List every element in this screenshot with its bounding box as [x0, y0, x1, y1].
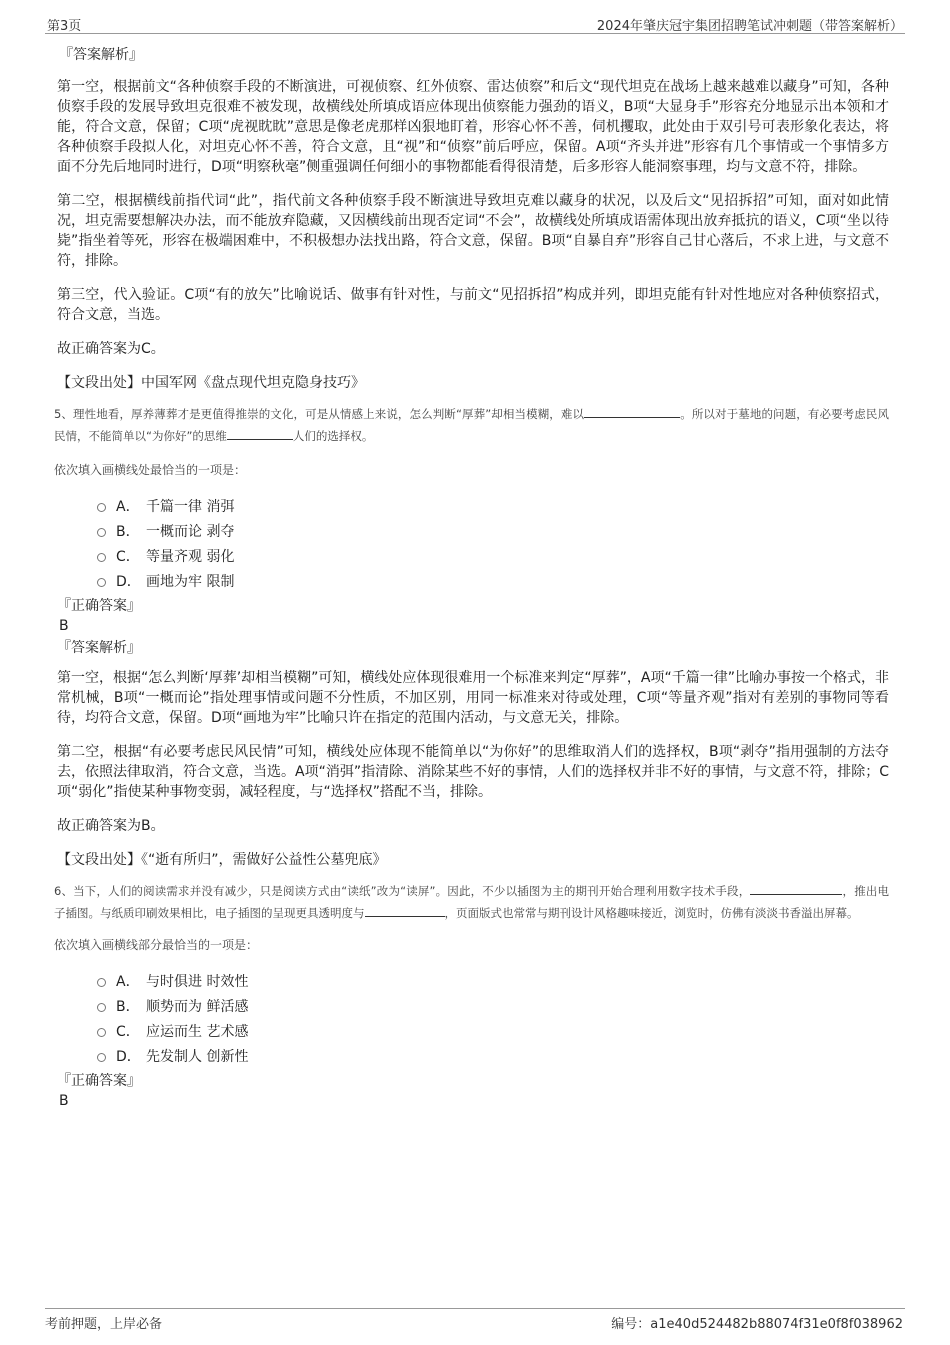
document-title: 2024年肇庆冠宇集团招聘笔试冲刺题（带答案解析）	[596, 19, 903, 34]
analysis-paragraph: 第一空，根据“怎么判断‘厚葬’却相当模糊”可知，横线处应体现很难用一个标准来判定“厚葬”，A项“千篇一律”比喻办事按一个格式，非常机械，B项“一概而论”指处理事情或问题不分性质，不加区别，用同一标准来对待或处理，C项“等量齐观”指对有差别的事物同等看待，均符合文意，保留。D项“画地为牢”比喻只许在指定的范围内活动，与文意无关，排除。	[57, 670, 889, 726]
answer-blank	[227, 427, 293, 440]
footer-rule	[45, 1308, 905, 1309]
radio-icon[interactable]	[97, 1028, 106, 1037]
option-b[interactable]: B． 一概而论 剥夺	[97, 518, 889, 543]
radio-icon[interactable]	[97, 528, 106, 537]
radio-icon[interactable]	[97, 1003, 106, 1012]
question-number: 5、	[54, 407, 74, 421]
options-list	[97, 493, 889, 593]
radio-icon[interactable]	[97, 553, 106, 562]
analysis-label: 『答案解析』	[57, 640, 141, 656]
radio-icon[interactable]	[97, 503, 106, 512]
options-list	[97, 968, 889, 1068]
analysis-paragraph: 第二空，根据“有必要考虑民风民情”可知，横线处应体现不能简单以“为你好”的思维取消人们的选择权，B项“剥夺”指用强制的方法夺去，依照法律取消，符合文意，当选。A项“消弭”指清除、消除某些不好的事情，人们的选择权并非不好的事情，与文意不符，排除；C项“弱化”指使某种事物变弱，减轻程度，与“选择权”搭配不当，排除。	[57, 744, 889, 800]
answer-blank	[365, 904, 445, 917]
correct-answer: B	[59, 618, 69, 634]
analysis-paragraph: 第一空，根据前文“各种侦察手段的不断演进，可视侦察、红外侦察、雷达侦察”和后文“现代坦克在战场上越来越难以藏身”可知，各种侦察手段的发展导致坦克很难不被发现，故横线处所填成语应体现出侦察能力强劲的语义，B项“大显身手”形容充分地显示出本领和才能，符合文意，保留；C项“虎视眈眈”意思是像老虎那样凶狠地盯着，形容心怀不善，伺机攫取，此处由于双引号可表形象化表达，将各种侦察手段拟人化，对坦克心怀不善，符合文意，且“视”和“侦察”前后呼应，保留。A项“齐头并进”形容有几个事情或一个事情多方面不分先后地同时进行，D项“明察秋毫”侧重强调任何细小的事物都能看得很清楚，后多形容人能洞察事理，均与文意不符，排除。	[57, 79, 889, 175]
page-header	[0, 0, 950, 34]
analysis-paragraph: 第二空，根据横线前指代词“此”，指代前文各种侦察手段不断演进导致坦克难以藏身的状况，以及后文“见招拆招”可知，面对如此情况，坦克需要想解决办法，而不能放弃隐藏，又因横线前出现否定词“不会”，故横线处所填成语需体现出放弃抵抗的语义，C项“坐以待毙”指坐着等死，形容在极端困难中，不积极想办法找出路，符合文意，保留。B项“自暴自弃”形容自己甘心落后，不求上进，与文意不符，排除。	[57, 193, 889, 269]
correct-answer-label: 『正确答案』	[57, 598, 141, 614]
radio-icon[interactable]	[97, 978, 106, 987]
question-prompt: 依次填入画横线处最恰当的一项是：	[54, 463, 247, 477]
source-citation: 【文段出处】《“逝有所归”，需做好公益性公墓兜底》	[57, 852, 387, 868]
answer-blank	[584, 405, 680, 418]
header-rule	[45, 33, 905, 34]
document-id: 编号：a1e40d524482b88074f31e0f8f038962	[611, 1317, 903, 1332]
page-content	[54, 44, 890, 1110]
question-5-text: 5、理性地看，厚养薄葬才是更值得推崇的文化，可是从情感上来说，怎么判断“厚葬”却相当模糊，难以 。所以对于墓地的问题，有必要考虑民风民情，不能简单以“为你好”的思维 人们的选择权。	[54, 407, 889, 443]
correct-answer-label: 『正确答案』	[57, 1073, 141, 1089]
source-citation: 【文段出处】中国军网《盘点现代坦克隐身技巧》	[57, 375, 365, 391]
question-number: 6、	[54, 884, 74, 898]
radio-icon[interactable]	[97, 578, 106, 587]
correct-answer-statement: 故正确答案为B。	[57, 818, 165, 834]
option-c[interactable]: C． 应运而生 艺术感	[97, 1018, 889, 1043]
option-a[interactable]: A． 与时俱进 时效性	[97, 968, 889, 993]
option-c[interactable]: C． 等量齐观 弱化	[97, 543, 889, 568]
analysis-paragraph: 第三空，代入验证。C项“有的放矢”比喻说话、做事有针对性，与前文“见招拆招”构成并列，即坦克能有针对性地应对各种侦察招式，符合文意，当选。	[57, 287, 889, 323]
answer-blank	[750, 882, 842, 895]
question-6-text: 6、当下，人们的阅读需求并没有减少，只是阅读方式由“读纸”改为“读屏”。因此，不少以插图为主的期刊开始合理利用数字技术手段， ，推出电子插图。与纸质印刷效果相比，电子插图的呈现更具透明度与 ，页面版式也常常与期刊设计风格趣味接近，浏览时，仿佛有淡淡书香溢出屏幕。	[54, 884, 890, 920]
radio-icon[interactable]	[97, 1053, 106, 1062]
option-d[interactable]: D． 先发制人 创新性	[97, 1043, 889, 1068]
page-footer	[0, 1300, 950, 1345]
question-prompt: 依次填入画横线部分最恰当的一项是：	[54, 938, 259, 952]
option-a[interactable]: A． 千篇一律 消弭	[97, 493, 889, 518]
footer-slogan: 考前押题，上岸必备	[45, 1317, 163, 1332]
option-b[interactable]: B． 顺势而为 鲜活感	[97, 993, 889, 1018]
correct-answer: B	[59, 1093, 69, 1109]
analysis-label: 『答案解析』	[59, 47, 143, 63]
correct-answer-statement: 故正确答案为C。	[57, 341, 165, 357]
option-d[interactable]: D． 画地为牢 限制	[97, 568, 889, 593]
page-number: 第3页	[47, 19, 82, 34]
